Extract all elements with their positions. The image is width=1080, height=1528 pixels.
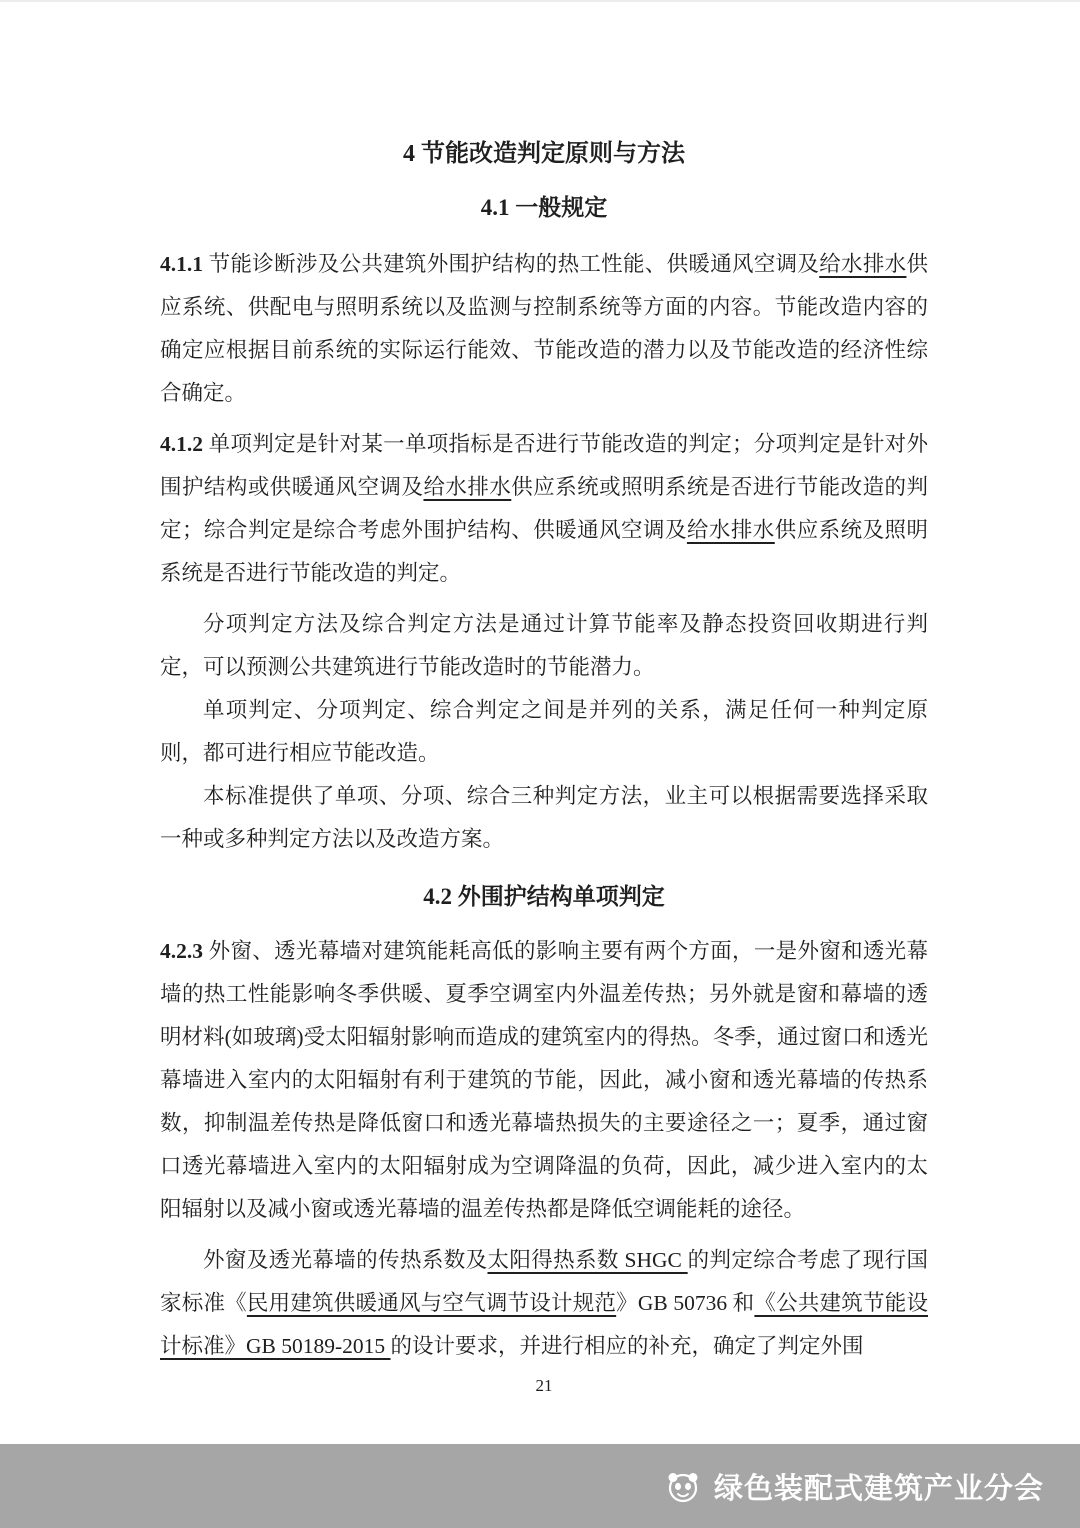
paragraph-4-2-3 xyxy=(160,930,928,1231)
footer-brand-text: 绿色装配式建筑产业分会 xyxy=(713,1472,1044,1505)
clause-text: 单项判定是针对某一单项指标是否进行节能改造的判定；分项判定是针对外围护结构或供暖通风空调及 xyxy=(160,432,928,499)
paragraph-4-1-1 xyxy=(160,243,928,415)
footer-bar xyxy=(0,1444,1080,1528)
paragraph-4-1-2 xyxy=(160,423,928,595)
clause-text: 供应系统及照明系统是否进行节能改造的判定。 xyxy=(160,518,928,585)
underlined-term: 给水排水 xyxy=(686,518,775,542)
clause-text: 节能诊断涉及公共建筑外围护结构的热工性能、供暖通风空调及 xyxy=(203,252,820,276)
clause-text: 外窗、透光幕墙对建筑能耗高低的影响主要有两个方面，一是外窗和透光幕墙的热工性能影响冬季供暖、夏季空调室内外温差传热；另外就是窗和幕墙的透明材料(如玻璃)受太阳辐射影响而造成的建筑室内的得热。冬季，通过窗口和透光幕墙进入室内的太阳辐射有利于建筑的节能，因此，减小窗和透光幕墙的传热系数，抑制温差传热是降低窗口和透光幕墙热损失的主要途径之一；夏季，通过窗口透光幕墙进入室内的太阳辐射成为空调降温的负荷，因此，减少进入室内的太阳辐射以及减小窗或透光幕墙的温差传热都是降低空调能耗的途径。 xyxy=(160,939,928,1221)
clause-text: 供应系统、供配电与照明系统以及监测与控制系统等方面的内容。节能改造内容的确定应根据目前系统的实际运行能效、节能改造的潜力以及节能改造的经济性综合确定。 xyxy=(160,252,928,405)
section-4-1-heading: 4.1 一般规定 xyxy=(480,195,608,220)
explanation-paragraph-4 xyxy=(160,1239,928,1368)
underlined-term: 给水排水 xyxy=(423,475,512,499)
clause-number-4-1-1: 4.1.1 xyxy=(160,252,203,276)
underlined-term: 给水排水 xyxy=(819,252,907,276)
underlined-term-shgc: 太阳得热系数 SHGC xyxy=(487,1248,688,1272)
clause-number-4-2-3: 4.2.3 xyxy=(160,939,203,963)
section-4-2-heading: 4.2 外围护结构单项判定 xyxy=(423,884,665,909)
clause-text: 外窗及透光幕墙的传热系数及 xyxy=(203,1248,488,1272)
clause-text: 的设计要求，并进行相应的补充，确定了判定外围 xyxy=(390,1334,864,1358)
underlined-standard-name: 《公共建筑节能设计标准》GB 50189-2015 xyxy=(160,1291,928,1358)
explanation-paragraph-3: 本标准提供了单项、分项、综合三种判定方法，业主可以根据需要选择采取一种或多种判定方法以及改造方案。 xyxy=(160,784,928,851)
clause-text: 的判定综合考虑了现行国家标准《 xyxy=(160,1248,928,1315)
clause-text: 》GB 50736 和 xyxy=(616,1291,755,1315)
page-number: 21 xyxy=(535,1376,553,1395)
explanation-paragraph-1: 分项判定方法及综合判定方法是通过计算节能率及静态投资回收期进行判定，可以预测公共建筑进行节能改造时的节能潜力。 xyxy=(160,612,928,679)
page-content xyxy=(0,2,1080,1396)
underlined-standard-name: 民用建筑供暖通风与空气调节设计规范 xyxy=(246,1291,617,1315)
clause-text: 供应系统或照明系统是否进行节能改造的判定；综合判定是综合考虑外围护结构、供暖通风空调及 xyxy=(160,475,928,542)
chapter-heading: 4 节能改造判定原则与方法 xyxy=(403,141,685,167)
panda-logo-icon xyxy=(662,1465,704,1507)
clause-number-4-1-2: 4.1.2 xyxy=(160,432,203,456)
explanation-paragraph-2: 单项判定、分项判定、综合判定之间是并列的关系，满足任何一种判定原则，都可进行相应节能改造。 xyxy=(160,698,928,765)
